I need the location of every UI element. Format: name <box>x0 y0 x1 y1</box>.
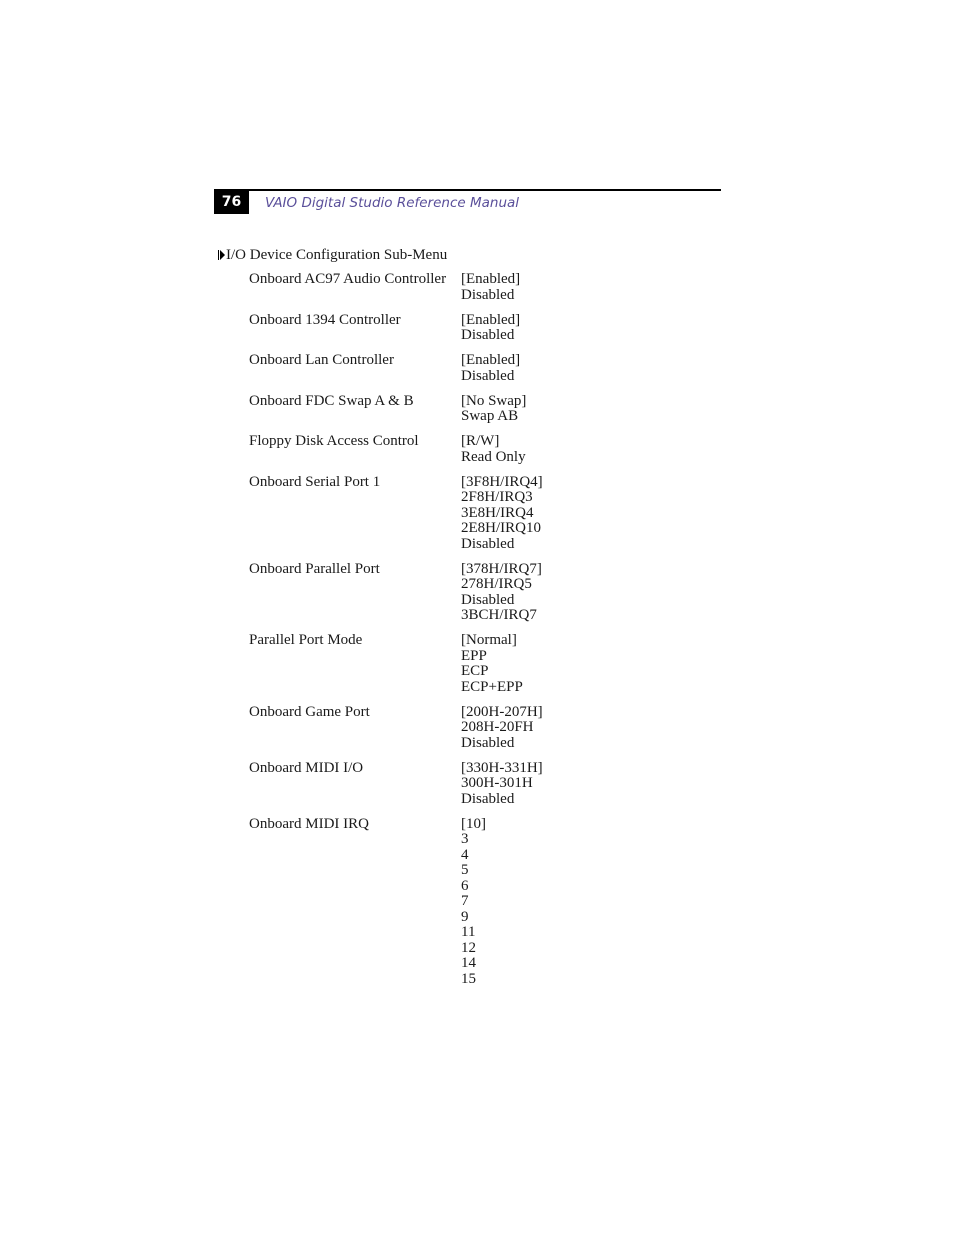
setting-options <box>461 817 486 988</box>
setting-option: 300H-301H <box>461 775 533 791</box>
setting-label: Onboard 1394 Controller <box>249 311 401 328</box>
setting-default-option: [200H-207H] <box>461 703 543 720</box>
setting-label: Onboard AC97 Audio Controller <box>249 271 447 287</box>
setting-default-option: [Enabled] <box>461 271 521 287</box>
setting-option: 11 <box>461 924 476 940</box>
setting-default-option: [3F8H/IRQ4] <box>461 473 543 490</box>
setting-option: Disabled <box>461 591 515 608</box>
setting-option: Disabled <box>461 367 515 384</box>
setting-option: 278H/IRQ5 <box>461 576 532 592</box>
setting-option: 6 <box>461 877 469 894</box>
setting-row <box>249 633 669 695</box>
setting-label: Onboard Parallel Port <box>249 560 380 577</box>
setting-default-option: [378H/IRQ7] <box>461 560 542 577</box>
setting-options <box>461 761 543 808</box>
setting-default-option: [10] <box>461 815 486 832</box>
setting-option: 7 <box>461 893 469 909</box>
setting-label: Parallel Port Mode <box>249 632 363 648</box>
setting-row <box>249 272 669 303</box>
setting-option: 2E8H/IRQ10 <box>461 520 541 536</box>
section-heading <box>218 246 447 264</box>
header-rule <box>214 189 721 191</box>
setting-row <box>249 353 669 384</box>
setting-option: 12 <box>461 939 476 956</box>
setting-default-option: [Normal] <box>461 632 517 648</box>
setting-options <box>461 353 520 384</box>
setting-option: 3 <box>461 831 469 847</box>
running-title: VAIO Digital Studio Reference Manual <box>265 195 520 211</box>
setting-option: Disabled <box>461 535 515 552</box>
setting-option: Read Only <box>461 448 526 465</box>
setting-options <box>461 394 526 425</box>
setting-options <box>461 434 526 465</box>
setting-option: 9 <box>461 908 469 925</box>
setting-label: Onboard Lan Controller <box>249 352 394 368</box>
setting-option: Disabled <box>461 327 515 343</box>
setting-row <box>249 313 669 344</box>
setting-option: 14 <box>461 955 476 971</box>
setting-options <box>461 272 520 303</box>
setting-default-option: [No Swap] <box>461 392 527 409</box>
page-number: 76 <box>214 191 249 214</box>
setting-label: Onboard Game Port <box>249 703 370 720</box>
setting-row <box>249 705 669 752</box>
setting-row <box>249 562 669 624</box>
setting-row <box>249 475 669 553</box>
setting-option: Disabled <box>461 734 515 751</box>
setting-options <box>461 475 543 553</box>
settings-list <box>249 272 669 997</box>
setting-label: Onboard FDC Swap A & B <box>249 392 414 409</box>
setting-row <box>249 394 669 425</box>
setting-option: EPP <box>461 647 487 664</box>
setting-option: 15 <box>461 970 476 987</box>
setting-label: Onboard Serial Port 1 <box>249 473 381 490</box>
setting-option: Disabled <box>461 286 515 303</box>
setting-options <box>461 313 520 344</box>
triangle-bullet-icon <box>218 249 225 261</box>
setting-label: Onboard MIDI I/O <box>249 759 364 776</box>
setting-option: 2F8H/IRQ3 <box>461 489 533 505</box>
setting-option: ECP+EPP <box>461 678 523 695</box>
setting-option: Disabled <box>461 790 515 807</box>
setting-option: ECP <box>461 663 489 679</box>
setting-row <box>249 761 669 808</box>
setting-options <box>461 562 542 624</box>
setting-option: 4 <box>461 846 469 863</box>
setting-default-option: [330H-331H] <box>461 759 543 776</box>
setting-option: 208H-20FH <box>461 719 534 735</box>
setting-row <box>249 434 669 465</box>
setting-options <box>461 705 543 752</box>
setting-default-option: [Enabled] <box>461 352 521 368</box>
setting-option: 3BCH/IRQ7 <box>461 607 537 623</box>
setting-options <box>461 633 523 695</box>
setting-label: Floppy Disk Access Control <box>249 433 419 449</box>
setting-default-option: [Enabled] <box>461 311 521 328</box>
setting-row <box>249 817 669 988</box>
setting-option: 5 <box>461 862 469 878</box>
setting-option: 3E8H/IRQ4 <box>461 504 534 521</box>
section-title: I/O Device Configuration Sub-Menu <box>226 247 448 263</box>
setting-label: Onboard MIDI IRQ <box>249 815 369 832</box>
setting-option: Swap AB <box>461 408 519 424</box>
setting-default-option: [R/W] <box>461 433 500 449</box>
